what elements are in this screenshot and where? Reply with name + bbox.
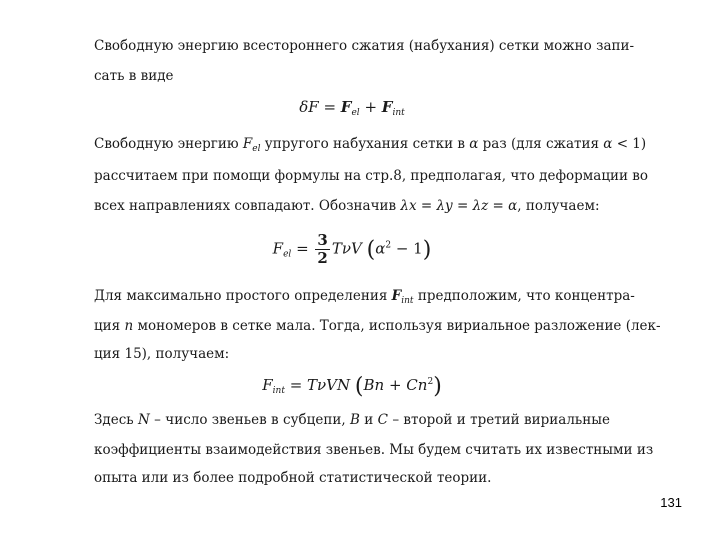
- equation-interaction-energy: $F_{int} = T\nu VN$ $(Bn + Cn^2)$: [262, 374, 442, 399]
- fraction-three-halves: $\frac{3}{2}$: [317, 231, 328, 267]
- page-number: 131: [660, 495, 682, 510]
- paragraph-3-line-3: ция 15), получаем:: [94, 346, 230, 362]
- equation-elastic-energy: $F_{el}$ = $\frac{3}{2}$ TνV $(\alpha^2 - 1)$: [272, 231, 432, 267]
- paragraph-3-line-2: ция n мономеров в сетке мала. Тогда, используя вириальное разложение (лек-: [94, 318, 661, 334]
- equation-free-energy-sum: $\delta F = F_{el} + F_{int}$: [299, 98, 405, 118]
- paragraph-4-line-2: коэффициенты взаимодействия звеньев. Мы будем считать их известными из: [94, 442, 654, 458]
- lambda-equality: λx = λy = λz = α: [400, 198, 518, 214]
- paragraph-1-line-1: Свободную энергию всестороннего сжатия (набухания) сетки можно запи-: [94, 38, 635, 54]
- paragraph-3-line-1: Для максимально простого определения $F_{int}$ предположим, что концентра-: [94, 288, 635, 306]
- paragraph-4-line-3: опыта или из более подробной статистической теории.: [94, 470, 492, 486]
- paragraph-2-line-1: Свободную энергию $F_{el}$ упругого набухания сетки в α раз (для сжатия α < 1): [94, 136, 647, 154]
- paragraph-4-line-1: Здесь N – число звеньев в субцепи, B и C – второй и третий вириальные: [94, 412, 610, 428]
- paragraph-2-line-2: рассчитаем при помощи формулы на стр.8, предполагая, что деформации во: [94, 168, 649, 184]
- paragraph-2-line-3: всех направлениях совпадают. Обозначив λx = λy = λz = α, получаем:: [94, 198, 600, 214]
- paragraph-1-line-2: сать в виде: [94, 68, 174, 84]
